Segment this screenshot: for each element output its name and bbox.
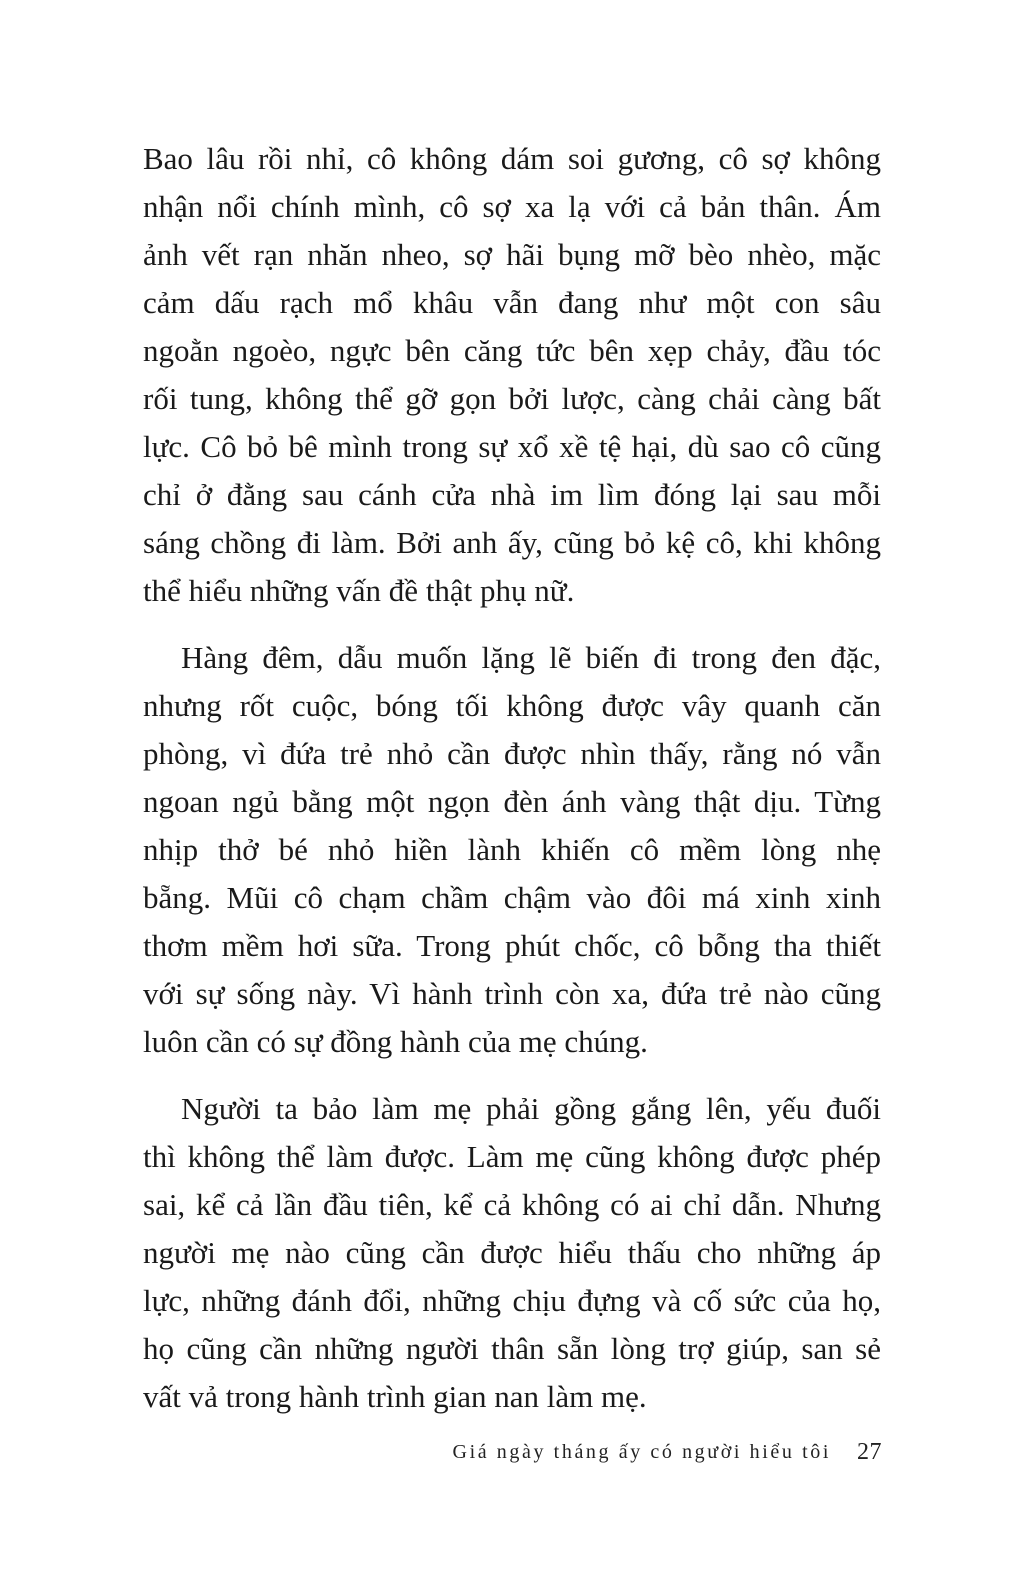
text-line: họ cũng cần những người thân sẵn lòng trợ giúp, san sẻ <box>143 1331 881 1366</box>
text-line: người mẹ nào cũng cần được hiểu thấu cho những áp <box>143 1235 881 1270</box>
text-line: phòng, vì đứa trẻ nhỏ cần được nhìn thấy, rằng nó vẫn <box>143 736 881 771</box>
text-line: thể hiểu những vấn đề thật phụ nữ. <box>143 573 575 608</box>
text-line: luôn cần có sự đồng hành của mẹ chúng. <box>143 1024 648 1059</box>
text-line: ảnh vết rạn nhăn nheo, sợ hãi bụng mỡ bèo nhèo, mặc <box>143 237 881 272</box>
text-line: sai, kể cả lần đầu tiên, kể cả không có ai chỉ dẫn. Nhưng <box>143 1187 881 1222</box>
text-line: Bao lâu rồi nhỉ, cô không dám soi gương, cô sợ không <box>143 141 881 176</box>
page-number: 27 <box>857 1438 882 1465</box>
text-line: lực, những đánh đổi, những chịu đựng và cố sức của họ, <box>143 1283 881 1318</box>
text-line: Người ta bảo làm mẹ phải gồng gắng lên, yếu đuối <box>181 1091 881 1126</box>
text-line: Hàng đêm, dẫu muốn lặng lẽ biến đi trong đen đặc, <box>181 640 881 675</box>
text-line: thơm mềm hơi sữa. Trong phút chốc, cô bỗng tha thiết <box>143 928 881 963</box>
text-line: cảm dấu rạch mổ khâu vẫn đang như một con sâu <box>143 285 881 320</box>
body-text <box>143 135 881 1421</box>
paragraph-gap <box>143 1066 881 1085</box>
text-line: vất vả trong hành trình gian nan làm mẹ. <box>143 1379 647 1414</box>
text-line: rối tung, không thể gỡ gọn bởi lược, càng chải càng bất <box>143 381 881 416</box>
paragraph-gap <box>143 615 881 634</box>
text-line: với sự sống này. Vì hành trình còn xa, đứa trẻ nào cũng <box>143 976 881 1011</box>
text-line: nhưng rốt cuộc, bóng tối không được vây quanh căn <box>143 688 881 723</box>
running-title: Giá ngày tháng ấy có người hiểu tôi <box>452 1440 831 1463</box>
text-line: nhịp thở bé nhỏ hiền lành khiến cô mềm lòng nhẹ <box>143 832 881 867</box>
text-line: nhận nổi chính mình, cô sợ xa lạ với cả bản thân. Ám <box>143 189 881 224</box>
text-line: sáng chồng đi làm. Bởi anh ấy, cũng bỏ kệ cô, khi không <box>143 525 881 560</box>
text-line: ngoằn ngoèo, ngực bên căng tức bên xẹp chảy, đầu tóc <box>143 333 881 368</box>
text-line: thì không thể làm được. Làm mẹ cũng không được phép <box>143 1139 881 1174</box>
page-footer <box>420 1432 882 1472</box>
text-line: chỉ ở đằng sau cánh cửa nhà im lìm đóng lại sau mỗi <box>143 477 881 512</box>
text-line: bẵng. Mũi cô chạm chầm chậm vào đôi má xinh xinh <box>143 880 881 915</box>
text-line: ngoan ngủ bằng một ngọn đèn ánh vàng thật dịu. Từng <box>143 784 881 819</box>
text-line: lực. Cô bỏ bê mình trong sự xổ xề tệ hại, dù sao cô cũng <box>143 429 881 464</box>
